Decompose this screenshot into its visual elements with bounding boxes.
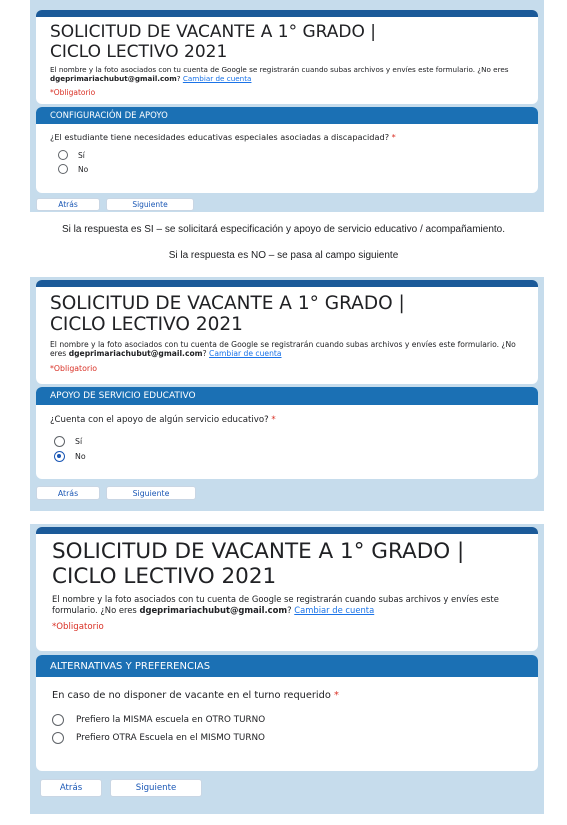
account-email: dgeprimariachubut@gmail.com xyxy=(68,349,203,359)
back-button[interactable]: Atrás xyxy=(36,198,100,211)
required-note: *Obligatorio xyxy=(50,363,98,373)
option-si[interactable]: Sí xyxy=(36,148,538,162)
required-note: *Obligatorio xyxy=(50,88,96,98)
radio-button[interactable] xyxy=(54,436,65,447)
nav-buttons xyxy=(30,479,544,500)
section-card xyxy=(36,387,538,479)
change-account-link[interactable]: Cambiar de cuenta xyxy=(209,349,282,359)
form-screenshot-3 xyxy=(30,524,544,814)
required-note: *Obligatorio xyxy=(52,622,104,633)
option-si[interactable]: Sí xyxy=(36,434,538,449)
option-no[interactable]: No xyxy=(36,162,538,176)
form-screenshot-1 xyxy=(30,0,544,212)
next-button[interactable]: Siguiente xyxy=(106,486,196,500)
form-screenshot-2 xyxy=(30,277,544,511)
form-title: SOLICITUD DE VACANTE A 1° GRADO | CICLO LECTIVO 2021 xyxy=(50,293,405,336)
option-no[interactable]: No xyxy=(36,449,538,464)
radio-button[interactable] xyxy=(52,732,64,744)
section-header: APOYO DE SERVICIO EDUCATIVO xyxy=(36,387,538,405)
form-header-card xyxy=(36,10,538,104)
section-card xyxy=(36,107,538,193)
change-account-link[interactable]: Cambiar de cuenta xyxy=(182,74,252,84)
form-header-card xyxy=(36,280,538,384)
account-note: El nombre y la foto asociados con tu cuenta de Google se registrarán cuando subas archivos y envíes este formulario. ¿No eres dgeprimariachubut@gmail.com? Cambiar de cuenta xyxy=(52,594,499,615)
account-email: dgeprimariachubut@gmail.com xyxy=(50,74,177,84)
radio-button[interactable] xyxy=(52,714,64,726)
section-header: CONFIGURACIÓN DE APOYO xyxy=(36,107,538,124)
back-button[interactable]: Atrás xyxy=(36,486,100,500)
question-text: ¿Cuenta con el apoyo de algún servicio educativo? * xyxy=(50,415,276,425)
caption-no: Si la respuesta es NO – se pasa al campo siguiente xyxy=(168,250,399,261)
question-text: ¿El estudiante tiene necesidades educativas especiales asociadas a discapacidad? * xyxy=(50,132,396,142)
nav-buttons xyxy=(30,771,544,797)
form-header-card xyxy=(36,527,538,651)
form-title: SOLICITUD DE VACANTE A 1° GRADO | CICLO LECTIVO 2021 xyxy=(52,539,465,589)
radio-button-selected[interactable] xyxy=(54,451,65,462)
change-account-link[interactable]: Cambiar de cuenta xyxy=(294,604,375,615)
nav-buttons xyxy=(30,193,544,211)
account-note: El nombre y la foto asociados con tu cuenta de Google se registrarán cuando subas archivos y envíes este formulario. ¿No eres dgeprimariachubut@gmail.com? Cambiar de cuenta xyxy=(50,339,516,359)
option-same-school-other-shift[interactable]: Prefiero la MISMA escuela en OTRO TURNO xyxy=(36,711,538,729)
radio-button[interactable] xyxy=(58,164,68,174)
account-email: dgeprimariachubut@gmail.com xyxy=(139,604,288,615)
caption-yes: Si la respuesta es SI – se solicitará especificación y apoyo de servicio educativo / acompañamiento. xyxy=(61,224,505,235)
question-text: En caso de no disponer de vacante en el turno requerido * xyxy=(52,690,339,701)
option-other-school-same-shift[interactable]: Prefiero OTRA Escuela en el MISMO TURNO xyxy=(36,729,538,747)
section-header: ALTERNATIVAS Y PREFERENCIAS xyxy=(36,655,538,677)
required-star: * xyxy=(271,415,276,425)
back-button[interactable]: Atrás xyxy=(40,779,102,797)
radio-button[interactable] xyxy=(58,150,68,160)
next-button[interactable]: Siguiente xyxy=(110,779,202,797)
form-title: SOLICITUD DE VACANTE A 1° GRADO | CICLO LECTIVO 2021 xyxy=(50,22,376,62)
required-star: * xyxy=(334,690,339,701)
required-star: * xyxy=(391,132,396,142)
account-note: El nombre y la foto asociados con tu cuenta de Google se registrarán cuando subas archivos y envíes este formulario. ¿No eres dgeprimariachubut@gmail.com? Cambiar de cuenta xyxy=(50,65,509,84)
section-card xyxy=(36,655,538,771)
next-button[interactable]: Siguiente xyxy=(106,198,194,211)
